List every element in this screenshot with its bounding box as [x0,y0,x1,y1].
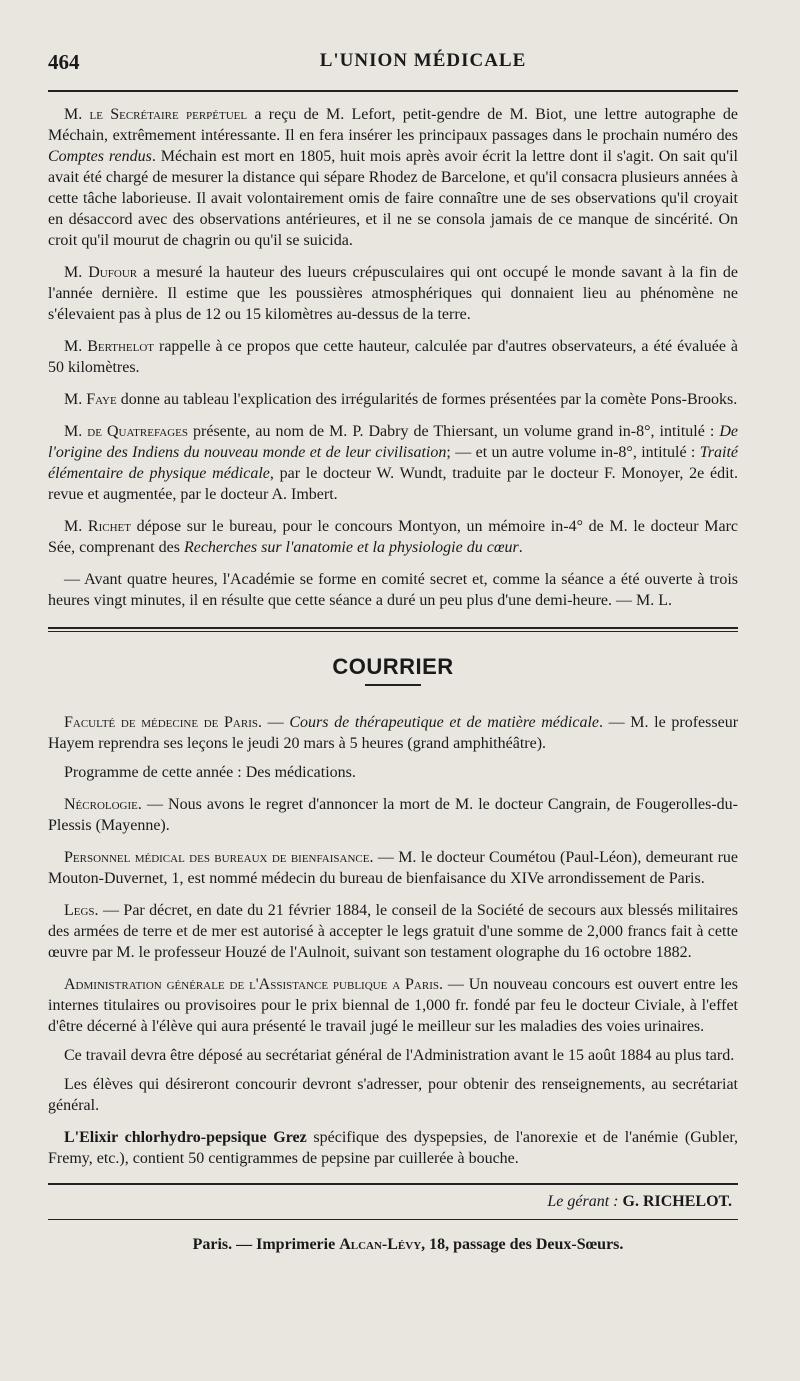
title-underline [365,684,421,686]
gerant-name: G. RICHELOT. [622,1193,732,1210]
italic-title: Recherches sur l'anatomie et la physiologie du cœur [183,539,519,556]
academy-paragraph [48,262,738,325]
courrier-advertisement [48,1127,738,1169]
paragraph-text: dépose sur le bureau, pour le concours Montyon, un mémoire in-4° de M. le docteur Marc Sée, comprenant des [48,518,739,556]
printer-name: Alcan-Lévy [339,1236,422,1253]
header-rule [48,90,738,92]
paragraph-text: . Méchain est mort en 1805, huit mois après avoir écrit la lettre dont il s'agit. On sait qu'il avait été chargé de mesurer la distance qui sépare Rhodez de Barcelone, et qu'il consacra plusieurs années à cette tâche laborieuse. Il avait volontairement omis de faire connaître une de ses observations qu'il croyait en désaccord avec des observations antérieures, et il ne se consola jamais de ce manque de sincérité. On croit qu'il mourut de chagrin ou qu'il se suicida. [48,148,739,249]
item-lead: Nécrologie. [64,796,142,813]
paragraph-text: a mesuré la hauteur des lueurs crépusculaires qui ont occupé le monde savant à la fin de l'année dernière. Il estime que les poussières atmosphériques qui donnaient lieu au phénomène ne s'élevaient pas à plus de 12 ou 15 kilomètres au-dessus de la terre. [48,264,738,323]
paragraph-text: a reçu de M. Lefort, petit-gendre de M. Biot, une lettre autographe de Méchain, extrêmement intéressante. Il en fera insérer les principaux passages dans le prochain numéro des [48,106,738,144]
item-text: — M. le docteur Coumétou (Paul-Léon), demeurant rue Mouton-Duvernet, 1, est nommé médecin du bureau de bienfaisance du XIVe arrondissement de Paris. [48,849,739,887]
paragraph-text: . [518,539,523,556]
italic-title: De l'origine des Indiens du nouveau monde et de leur civilisation [48,423,739,461]
academy-paragraph [48,421,738,505]
item-lead: Legs. [64,902,99,919]
gerant-signature [48,1193,738,1211]
paragraph-text: présente, au nom de M. P. Dabry de Thiersant, un volume grand in-8°, intitulé : [187,423,720,440]
running-head [48,46,738,80]
academy-paragraph [48,516,738,558]
paragraph-lead: M. Faye [64,391,117,408]
italic-title: Comptes rendus [48,148,152,165]
item-lead: Personnel médical des bureaux de bienfaisance. [64,849,374,866]
paragraph-lead: M. Berthelot [64,338,155,355]
academy-paragraph [48,389,738,410]
product-name: L'Elixir chlorhydro-pepsique Grez [64,1129,307,1146]
item-text: . — M. le professeur Hayem reprendra ses leçons le jeudi 20 mars à 5 heures (grand amphithéâtre). [48,714,739,752]
gerant-label: Le gérant : [547,1193,619,1210]
academy-paragraph [48,104,738,251]
paragraph-lead: M. Richet [64,518,131,535]
paragraph-text: donne au tableau l'explication des irrégularités de formes présentées par la comète Pons-Brooks. [116,391,738,408]
item-text: — Nous avons le regret d'annoncer la mort de M. le docteur Cangrain, de Fougerolles-du-Plessis (Mayenne). [48,796,738,834]
paragraph-lead: M. le Secrétaire perpétuel [64,106,248,123]
paragraph-lead: M. de Quatrefages [64,423,188,440]
academy-paragraph [48,569,738,611]
courrier-item [48,974,738,1037]
italic-title: Cours de thérapeutique et de matière médicale [289,714,599,731]
italic-title: Traité élémentaire de physique médicale [48,444,738,482]
courrier-item [48,794,738,836]
paragraph-text: rappelle à ce propos que cette hauteur, calculée par d'autres observateurs, a été évaluée à 50 kilomètres. [48,338,738,376]
paragraph-lead: M. Dufour [64,264,138,281]
item-text: — Par décret, en date du 21 février 1884, le conseil de la Société de secours aux blessés militaires des armées de terre et de mer est autorisé à accepter le legs gratuit d'une somme de 2,000 francs fait à cette œuvre par M. le professeur Houzé de l'Aulnoit, suivant son testament olographe du 16 octobre 1882. [48,902,738,961]
footer-rule-bottom [48,1219,738,1220]
courrier-item-continuation: Les élèves qui désireront concourir devront s'adresser, pour obtenir des renseignements, au secrétariat général. [48,1076,738,1114]
item-text: spécifique des dyspepsies, de l'anorexie et de l'anémie (Gubler, Fremy, etc.), contient 50 centigrammes de pepsine par cuillerée à bouche. [48,1129,739,1167]
courrier-item [48,900,738,963]
item-text: — Un nouveau concours est ouvert entre les internes titulaires ou provisoires pour le prix biennal de 1,000 fr. fondé par feu le docteur Civiale, à l'effet d'être décerné à l'élève qui aura présenté le travail jugé le meilleur sur les maladies des voies urinaires. [48,976,738,1035]
item-lead: Administration générale de l'Assistance publique a Paris. [64,976,443,993]
paragraph-text: , par le docteur W. Wundt, traduite par le docteur F. Monoyer, 2e édit. revue et augmentée, par le docteur A. Imbert. [48,465,738,503]
footer-rule [48,1183,738,1185]
section-title-text: COURRIER [332,654,454,679]
imprint-text: , 18, passage des Deux-Sœurs. [421,1236,624,1253]
section-divider [48,627,738,632]
item-text: — [262,714,290,731]
academy-paragraph [48,336,738,378]
courrier-item [48,847,738,889]
journal-title: L'UNION MÉDICALE [319,50,527,71]
paragraph-text: — Avant quatre heures, l'Académie se forme en comité secret et, comme la séance a été ouverte à trois heures vingt minutes, il en résulte que cette séance a duré un peu plus d'une demi-heure. — M. L. [48,571,738,609]
imprint-text: Paris. — Imprimerie [192,1236,340,1253]
paragraph-text: ; — et un autre volume in-8°, intitulé : [446,444,700,461]
page-number: 464 [48,50,80,74]
printer-imprint [48,1236,738,1254]
courrier-item [48,712,738,754]
section-title [48,654,738,686]
courrier-item-continuation: Programme de cette année : Des médications. [64,764,356,781]
courrier-item-continuation: Ce travail devra être déposé au secrétariat général de l'Administration avant le 15 août 1884 au plus tard. [64,1047,735,1064]
item-lead: Faculté de médecine de Paris. [64,714,262,731]
